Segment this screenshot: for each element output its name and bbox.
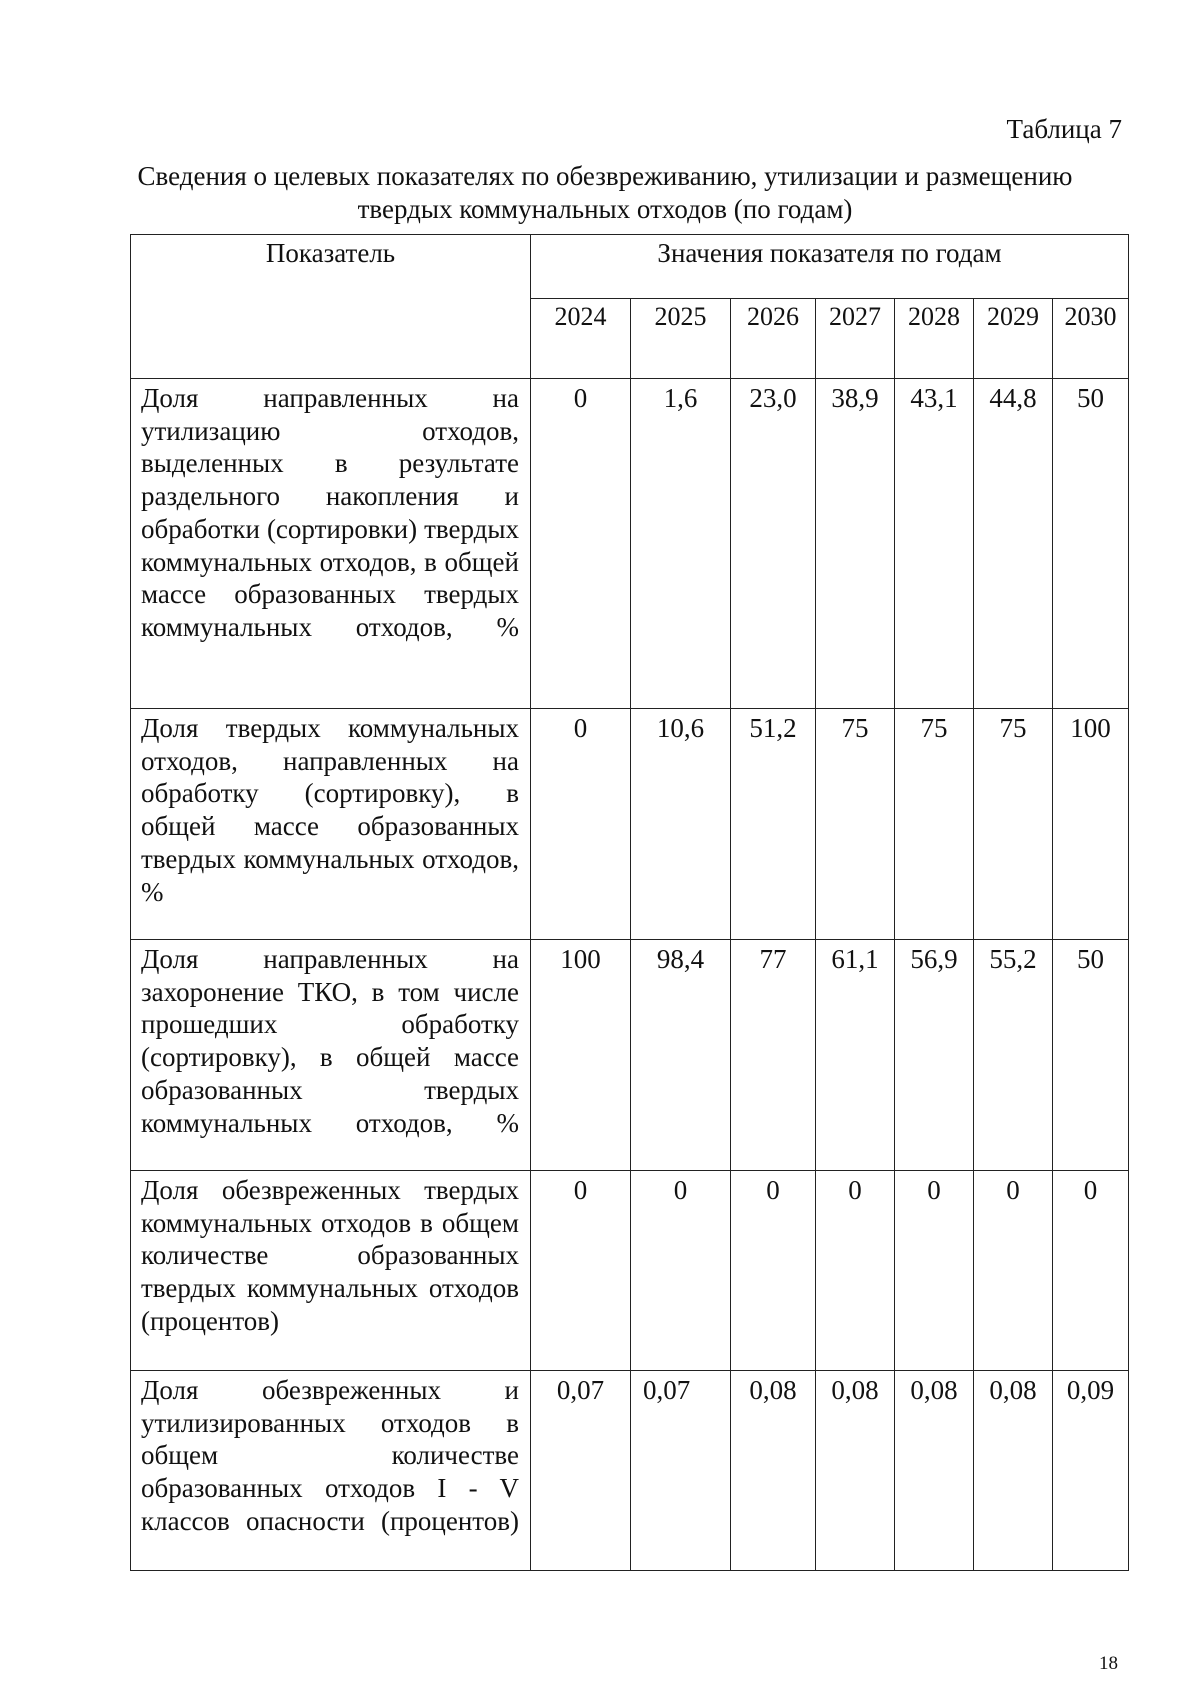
indicator-cell: Доля обезвреженных и утилизированных отходов в общем количестве образованных отходов I - V классов опасности (процентов) bbox=[131, 1371, 531, 1571]
value-cell: 23,0 bbox=[731, 379, 816, 709]
page-number: 18 bbox=[1099, 1653, 1118, 1674]
value-cell: 0 bbox=[895, 1171, 974, 1371]
table-row bbox=[131, 709, 1129, 940]
table-row bbox=[131, 1371, 1129, 1571]
value-cell: 75 bbox=[974, 709, 1053, 940]
value-cell: 50 bbox=[1053, 379, 1129, 709]
header-row bbox=[131, 235, 1129, 299]
value-cell: 0,09 bbox=[1053, 1371, 1129, 1571]
indicator-cell: Доля направленных на захоронение ТКО, в том числе прошедших обработку (сортировку), в общей массе образованных твердых коммунальных отходов, % bbox=[131, 940, 531, 1171]
value-cell: 100 bbox=[1053, 709, 1129, 940]
table-row bbox=[131, 940, 1129, 1171]
indicators-table bbox=[130, 234, 1129, 1571]
value-cell: 98,4 bbox=[631, 940, 731, 1171]
value-cell: 55,2 bbox=[974, 940, 1053, 1171]
value-cell: 75 bbox=[895, 709, 974, 940]
value-cell: 0 bbox=[531, 1171, 631, 1371]
year-header: 2024 bbox=[531, 299, 631, 379]
value-cell: 0,08 bbox=[895, 1371, 974, 1571]
value-cell: 0 bbox=[531, 709, 631, 940]
value-cell: 77 bbox=[731, 940, 816, 1171]
year-header: 2027 bbox=[816, 299, 895, 379]
value-cell: 61,1 bbox=[816, 940, 895, 1171]
value-cell: 0,07 bbox=[631, 1371, 731, 1571]
value-cell: 0,08 bbox=[731, 1371, 816, 1571]
year-header: 2026 bbox=[731, 299, 816, 379]
value-cell: 0,08 bbox=[816, 1371, 895, 1571]
year-header: 2030 bbox=[1053, 299, 1129, 379]
year-header: 2025 bbox=[631, 299, 731, 379]
value-cell: 50 bbox=[1053, 940, 1129, 1171]
value-cell: 100 bbox=[531, 940, 631, 1171]
value-cell: 0 bbox=[731, 1171, 816, 1371]
indicator-column-header: Показатель bbox=[131, 235, 531, 379]
value-cell: 0 bbox=[531, 379, 631, 709]
year-header: 2029 bbox=[974, 299, 1053, 379]
value-cell: 0 bbox=[974, 1171, 1053, 1371]
value-cell: 0 bbox=[1053, 1171, 1129, 1371]
value-cell: 51,2 bbox=[731, 709, 816, 940]
values-column-header: Значения показателя по годам bbox=[531, 235, 1129, 299]
value-cell: 38,9 bbox=[816, 379, 895, 709]
value-cell: 0,07 bbox=[531, 1371, 631, 1571]
value-cell: 43,1 bbox=[895, 379, 974, 709]
value-cell: 56,9 bbox=[895, 940, 974, 1171]
table-title: Сведения о целевых показателях по обезвреживанию, утилизации и размещению твердых коммунальных отходов (по годам) bbox=[137, 161, 1073, 224]
value-cell: 44,8 bbox=[974, 379, 1053, 709]
table-row bbox=[131, 1171, 1129, 1371]
value-cell: 0,08 bbox=[974, 1371, 1053, 1571]
value-cell: 10,6 bbox=[631, 709, 731, 940]
year-header: 2028 bbox=[895, 299, 974, 379]
indicator-cell: Доля твердых коммунальных отходов, направленных на обработку (сортировку), в общей массе образованных твердых коммунальных отходов, % bbox=[131, 709, 531, 940]
value-cell: 0 bbox=[631, 1171, 731, 1371]
table-row bbox=[131, 379, 1129, 709]
value-cell: 1,6 bbox=[631, 379, 731, 709]
indicator-cell: Доля обезвреженных твердых коммунальных отходов в общем количестве образованных твердых коммунальных отходов (процентов) bbox=[131, 1171, 531, 1371]
indicator-cell: Доля направленных на утилизацию отходов, выделенных в результате раздельного накопления и обработки (сортировки) твердых коммунальных отходов, в общей массе образованных твердых коммунальных отходов, % bbox=[131, 379, 531, 709]
value-cell: 0 bbox=[816, 1171, 895, 1371]
value-cell: 75 bbox=[816, 709, 895, 940]
table-number: Таблица 7 bbox=[1006, 114, 1122, 144]
